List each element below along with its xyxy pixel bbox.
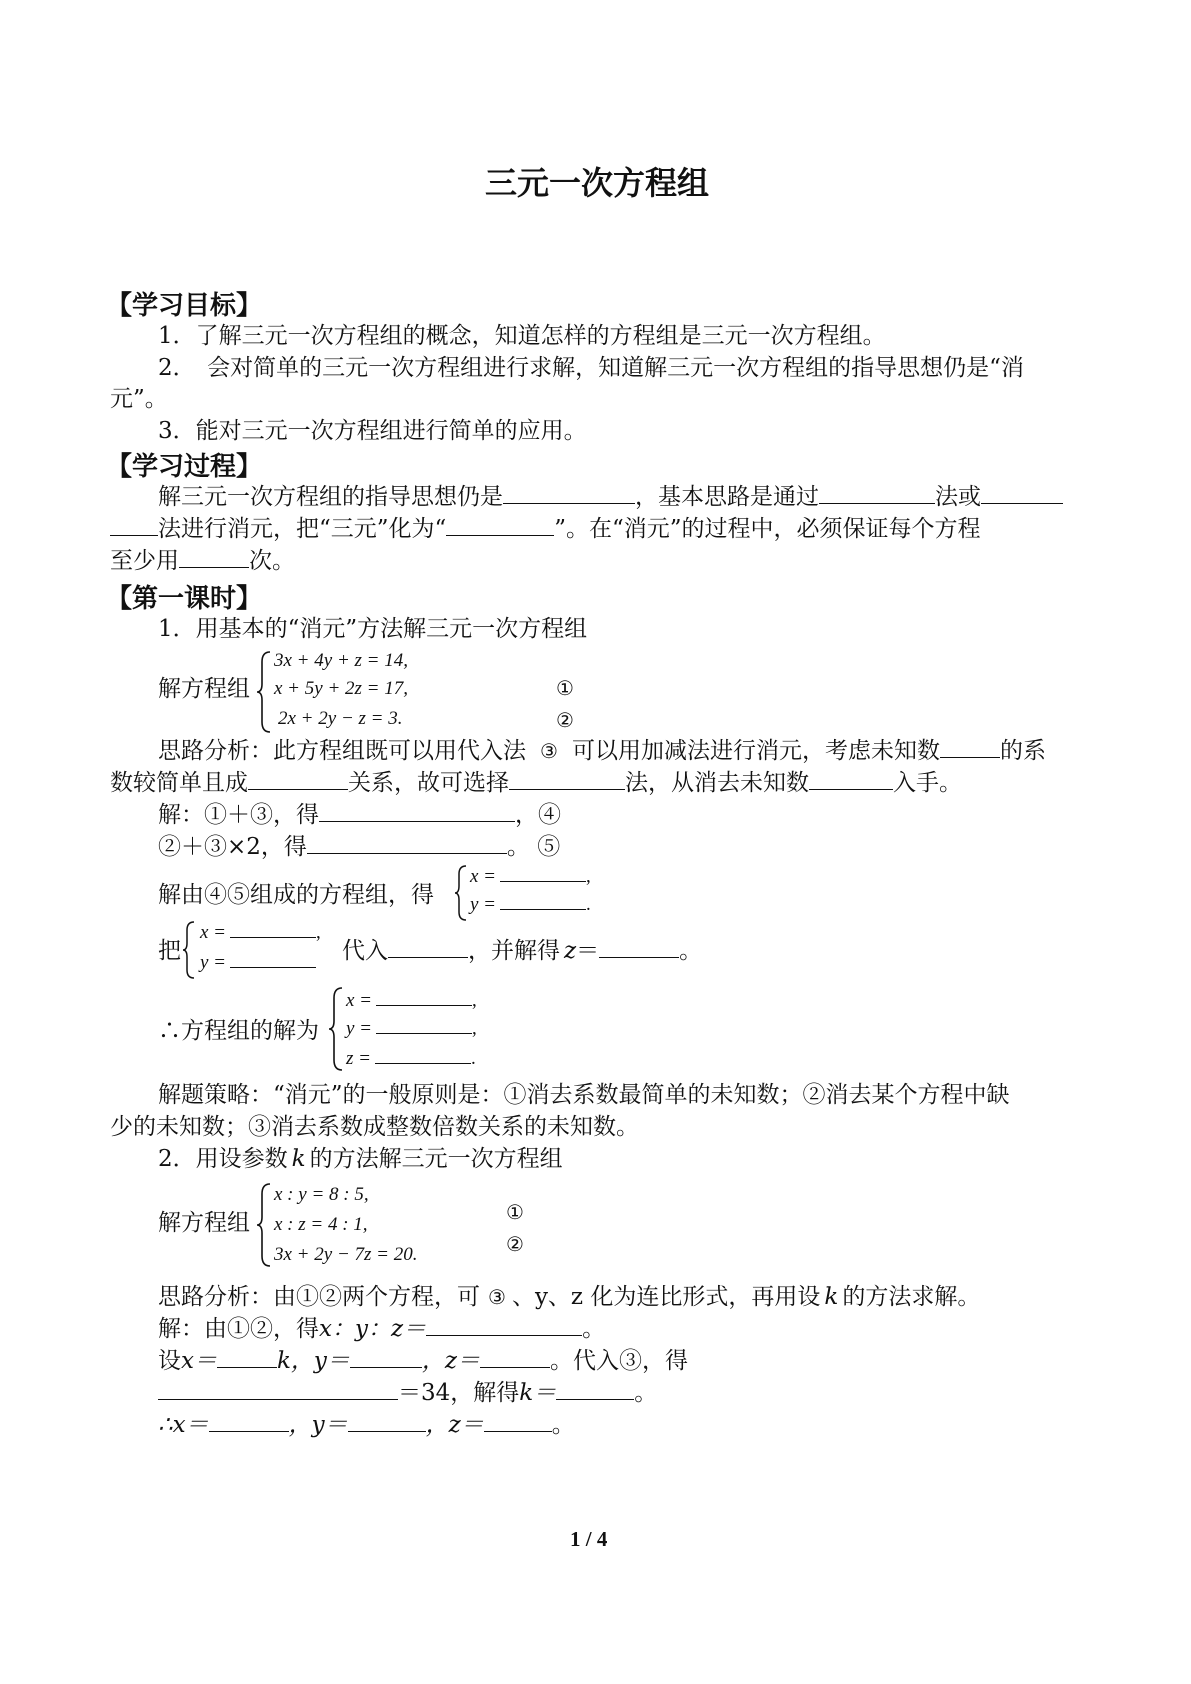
text: k bbox=[276, 1348, 291, 1374]
left-brace-icon bbox=[454, 864, 468, 922]
goal-3: 3．能对三元一次方程组进行简单的应用。 bbox=[158, 418, 587, 444]
page-title: 三元一次方程组 bbox=[485, 164, 710, 202]
text: . bbox=[470, 1048, 476, 1069]
section-heading-goals: 【学习目标】 bbox=[106, 291, 263, 321]
left-brace-icon bbox=[182, 920, 196, 980]
part1-answer-x bbox=[346, 990, 477, 1012]
part1-step3-x bbox=[470, 866, 591, 888]
process-line-3 bbox=[110, 550, 295, 573]
blank[interactable] bbox=[484, 1430, 552, 1432]
blank[interactable] bbox=[248, 788, 348, 790]
section-heading-lesson1: 【第一课时】 bbox=[106, 584, 263, 614]
text: , bbox=[472, 1018, 477, 1039]
part1-answer-z bbox=[346, 1048, 476, 1070]
text: , bbox=[472, 990, 477, 1011]
part1-eq3: 2x + 2y − z = 3. bbox=[278, 708, 403, 729]
text: ＝34，解得 bbox=[398, 1380, 520, 1406]
blank[interactable] bbox=[500, 880, 586, 882]
text: 。代入③，得 bbox=[550, 1348, 689, 1374]
part2-final bbox=[158, 1414, 575, 1437]
goal-2a: 2． 会对简单的三元一次方程组进行求解，知道解三元一次方程组的指导思想仍是“消 bbox=[158, 355, 1024, 381]
text: 的方法求解。 bbox=[842, 1284, 981, 1310]
blank[interactable] bbox=[209, 1430, 289, 1432]
part1-strategy-line2: 少的未知数；③消去系数成整数倍数关系的未知数。 bbox=[110, 1114, 639, 1140]
part1-step1 bbox=[158, 804, 561, 827]
page-number: 1 / 4 bbox=[570, 1527, 608, 1551]
blank[interactable] bbox=[388, 956, 468, 958]
text: k bbox=[824, 1284, 839, 1310]
eq-marker-2: ② bbox=[506, 1232, 524, 1256]
eq-marker-3: ③ bbox=[488, 1285, 506, 1309]
part2-step2 bbox=[158, 1350, 688, 1373]
blank[interactable] bbox=[110, 534, 158, 536]
text: x = bbox=[200, 922, 227, 943]
blank[interactable] bbox=[500, 908, 586, 910]
text: , bbox=[586, 866, 591, 887]
blank[interactable] bbox=[819, 502, 935, 504]
part1-step4-x bbox=[200, 922, 321, 944]
text: ＝ bbox=[576, 938, 600, 964]
blank[interactable] bbox=[179, 566, 249, 568]
text: k bbox=[291, 1146, 306, 1172]
text: ，z＝ bbox=[425, 1412, 484, 1438]
part1-strategy-line1: 解题策略：“消元”的一般原则是：①消去系数最简单的未知数；②消去某个方程中缺 bbox=[158, 1082, 1010, 1108]
text: 。 ⑤ bbox=[506, 834, 561, 860]
blank[interactable] bbox=[230, 936, 316, 938]
blank[interactable] bbox=[158, 1398, 398, 1400]
blank[interactable] bbox=[426, 1334, 582, 1336]
text: 。 bbox=[679, 938, 703, 964]
process-line-1 bbox=[158, 486, 1063, 509]
part1-answer-y bbox=[346, 1018, 477, 1040]
eq-marker-1: ① bbox=[506, 1200, 524, 1224]
blank[interactable] bbox=[376, 1004, 472, 1006]
text: 法进行消元，把“三元”化为“ bbox=[158, 516, 447, 542]
part1-step4-label: 把 bbox=[158, 938, 181, 964]
part1-analysis-line1 bbox=[158, 740, 1046, 763]
goal-1: 1．了解三元一次方程组的概念，知道怎样的方程组是三元一次方程组。 bbox=[158, 323, 886, 349]
part1-eq1: 3x + 4y + z = 14, bbox=[274, 650, 408, 671]
text: 次。 bbox=[249, 548, 295, 574]
text: ”。在“消元”的过程中，必须保证每个方程 bbox=[554, 516, 981, 542]
text: z = bbox=[346, 1048, 371, 1069]
part2-solve-label: 解方程组 bbox=[158, 1210, 250, 1236]
part1-step4-rest bbox=[342, 940, 702, 963]
blank[interactable] bbox=[480, 1366, 550, 1368]
text: 入手。 bbox=[893, 770, 962, 796]
part1-step3-y bbox=[470, 894, 591, 916]
text: ，基本思路是通过 bbox=[635, 484, 819, 510]
text: 数较简单且成 bbox=[110, 770, 248, 796]
text: x = bbox=[470, 866, 497, 887]
text: 思路分析：由①②两个方程，可 bbox=[158, 1284, 480, 1310]
eq-marker-1: ① bbox=[556, 676, 574, 700]
eq-marker-3: ③ bbox=[540, 739, 558, 763]
text: y = bbox=[346, 1018, 373, 1039]
text: ，y＝ bbox=[290, 1348, 350, 1374]
eq-marker-2: ② bbox=[556, 708, 574, 732]
text: 解：①＋③，得 bbox=[158, 802, 319, 828]
text: 思路分析：此方程组既可以用代入法 bbox=[158, 738, 526, 764]
blank[interactable] bbox=[376, 1032, 472, 1034]
text: 解：由①②，得 bbox=[158, 1316, 319, 1342]
part2-eq1: x : y = 8 : 5, bbox=[274, 1184, 369, 1205]
text: 的方法解三元一次方程组 bbox=[309, 1146, 563, 1172]
part1-answer-label: ∴方程组的解为 bbox=[158, 1018, 319, 1044]
text: 解三元一次方程组的指导思想仍是 bbox=[158, 484, 503, 510]
text: 可以用加减法进行消元，考虑未知数 bbox=[571, 738, 940, 764]
blank[interactable] bbox=[307, 852, 507, 854]
blank[interactable] bbox=[809, 788, 893, 790]
part2-step3 bbox=[158, 1382, 657, 1405]
blank[interactable] bbox=[217, 1366, 277, 1368]
text: z bbox=[564, 938, 577, 964]
text: 法，从消去未知数 bbox=[625, 770, 809, 796]
text: k＝ bbox=[519, 1380, 557, 1406]
part1-step3-label: 解由④⑤组成的方程组，得 bbox=[158, 882, 434, 908]
part1-eq2: x + 5y + 2z = 17, bbox=[274, 678, 408, 699]
left-brace-icon bbox=[328, 986, 344, 1072]
text: ，④ bbox=[515, 802, 561, 828]
text: ，z＝ bbox=[421, 1348, 481, 1374]
text: x＝ bbox=[181, 1348, 217, 1374]
process-line-2 bbox=[110, 518, 981, 541]
part2-step1 bbox=[158, 1318, 605, 1341]
part2-heading bbox=[158, 1148, 563, 1171]
text: 2．用设参数 bbox=[158, 1146, 288, 1172]
part1-step2 bbox=[158, 836, 560, 859]
section-heading-process: 【学习过程】 bbox=[106, 452, 263, 482]
blank[interactable] bbox=[350, 1366, 422, 1368]
left-brace-icon bbox=[256, 650, 272, 734]
blank[interactable] bbox=[446, 534, 554, 536]
blank[interactable] bbox=[509, 788, 625, 790]
text: . bbox=[586, 894, 591, 915]
text: y = bbox=[200, 952, 227, 973]
text: y = bbox=[470, 894, 497, 915]
text: 。 bbox=[551, 1412, 575, 1438]
part2-eq2: x : z = 4 : 1, bbox=[274, 1214, 368, 1235]
part2-analysis bbox=[158, 1286, 980, 1309]
text: 、y、z 化为连比形式，再用设 bbox=[511, 1284, 821, 1310]
goal-2b: 元”。 bbox=[110, 386, 168, 412]
blank[interactable] bbox=[375, 1062, 471, 1064]
text: ②＋③×2，得 bbox=[158, 834, 307, 860]
text: ，y＝ bbox=[288, 1412, 348, 1438]
part1-analysis-line2 bbox=[110, 772, 962, 795]
blank[interactable] bbox=[981, 502, 1063, 504]
part1-solve-label: 解方程组 bbox=[158, 676, 250, 702]
text: ，并解得 bbox=[468, 938, 560, 964]
text: 法或 bbox=[935, 484, 981, 510]
text: x = bbox=[346, 990, 373, 1011]
blank[interactable] bbox=[599, 956, 679, 958]
blank[interactable] bbox=[319, 820, 515, 822]
part1-heading: 1．用基本的“消元”方法解三元一次方程组 bbox=[158, 616, 588, 642]
text: 关系，故可选择 bbox=[348, 770, 509, 796]
blank[interactable] bbox=[556, 1398, 634, 1400]
part2-eq3: 3x + 2y − 7z = 20. bbox=[274, 1244, 418, 1265]
blank[interactable] bbox=[348, 1430, 426, 1432]
text: 。 bbox=[634, 1380, 658, 1406]
text: , bbox=[316, 922, 321, 943]
text: ∴x＝ bbox=[158, 1412, 209, 1438]
text: x：y：z＝ bbox=[319, 1316, 427, 1342]
blank[interactable] bbox=[230, 966, 316, 968]
text: 设 bbox=[158, 1348, 181, 1374]
text: 至少用 bbox=[110, 548, 179, 574]
text: 代入 bbox=[342, 938, 388, 964]
blank[interactable] bbox=[503, 502, 635, 504]
part1-step4-y bbox=[200, 952, 316, 974]
text: 。 bbox=[582, 1316, 606, 1342]
left-brace-icon bbox=[256, 1182, 272, 1268]
blank[interactable] bbox=[940, 756, 1000, 758]
text: 的系 bbox=[999, 738, 1046, 764]
